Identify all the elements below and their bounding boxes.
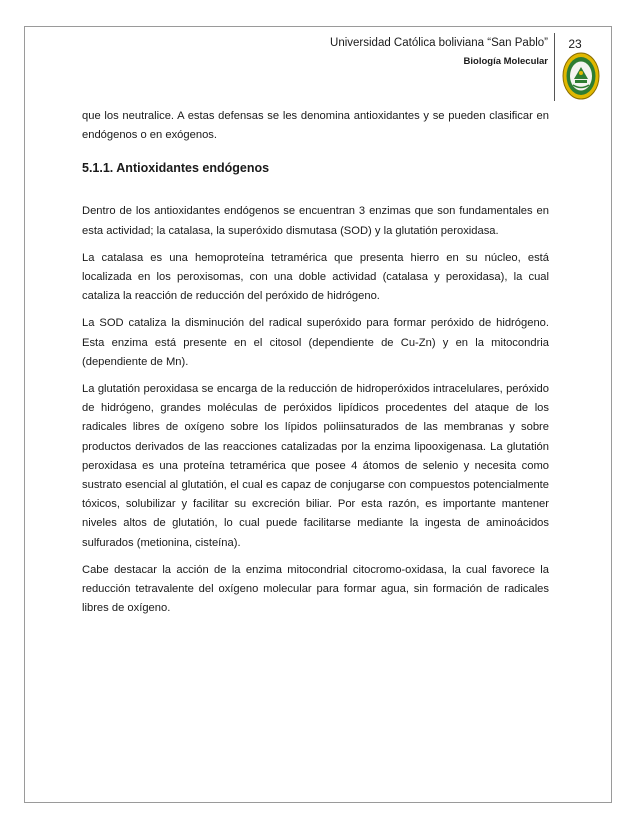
intro-paragraph: que los neutralice. A estas defensas se les denomina antioxidantes y se pueden clasificar en endógenos o en exógenos. bbox=[82, 110, 549, 142]
page-number: 23 bbox=[568, 37, 582, 51]
header-subject: Biología Molecular bbox=[463, 56, 548, 67]
header-divider bbox=[554, 33, 555, 101]
paragraph-glutathione-peroxidase: La glutatión peroxidasa se encarga de la reducción de hidroperóxidos intracelulares, peróxido de hidrógeno, grandes moléculas de peróxidos lipídicos procedentes del ataque de los radicales libres de oxígeno sobre los lípidos poliinsaturados de las membranas y sobre productos derivados de las reacciones catalizadas por la enzima lipooxigenasa. La glutatión peroxidasa es una proteína tetramérica que posee 4 átomos de selenio y necesita como sustrato esencial al glutatión, el cual es capaz de conjugarse con compuestos potencialmente tóxicos, solubilizar y facilitar su excreción biliar. Por esta razón, es importante mantener niveles altos de glutatión, lo cual puede facilitarse mediante la ingesta de aminoácidos sulfurados (metionina, cisteína). bbox=[82, 383, 549, 549]
header-university: Universidad Católica boliviana “San Pablo” bbox=[330, 37, 548, 49]
paragraph-cytochrome-oxidase: Cabe destacar la acción de la enzima mitocondrial citocromo-oxidasa, la cual favorece la reducción tetravalente del oxígeno molecular para formar agua, sin formación de radicales libres de oxígeno. bbox=[82, 563, 549, 615]
paragraph-sod: La SOD cataliza la disminución del radical superóxido para formar peróxido de hidrógeno. Esta enzima está presente en el citosol (dependiente de Cu-Zn) y en la mitocondria (dependiente de Mn). bbox=[82, 317, 549, 368]
document-body bbox=[82, 107, 549, 626]
paragraph-catalase: La catalasa es una hemoproteína tetramérica que presenta hierro en su núcleo, está localizada en los peroxisomas, con una doble actividad (catalasa y peroxidasa), la cual cataliza la reacción de reducción del peróxido de hidrógeno. bbox=[82, 251, 549, 303]
paragraph-endogenous-enzymes: Dentro de los antioxidantes endógenos se encuentran 3 enzimas que son fundamentales en esta actividad; la catalasa, la superóxido dismutasa (SOD) y la glutatión peroxidasa. bbox=[82, 205, 549, 237]
university-seal-icon bbox=[562, 52, 600, 100]
section-heading: 5.1.1. Antioxidantes endógenos bbox=[82, 161, 270, 176]
